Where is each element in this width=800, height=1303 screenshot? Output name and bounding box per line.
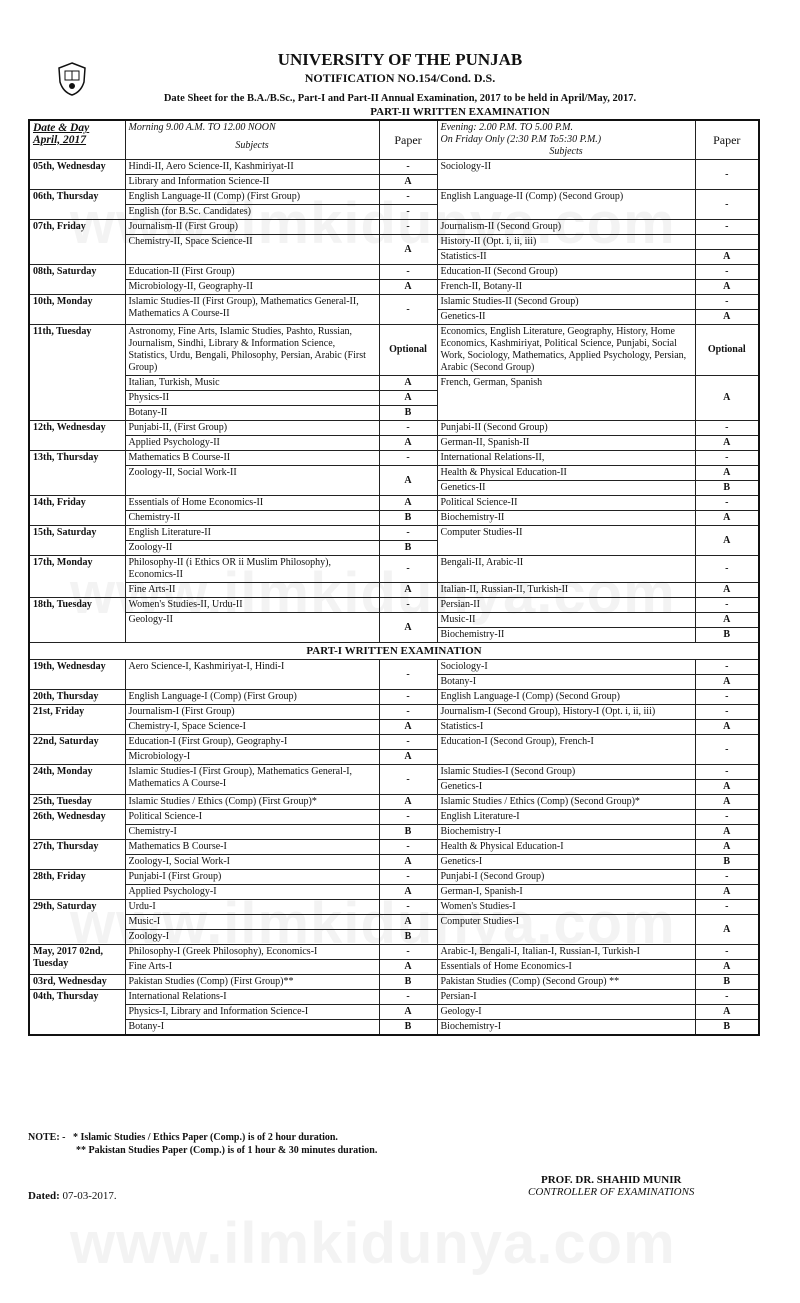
evening-paper: - <box>695 765 759 780</box>
evening-subject: French-II, Botany-II <box>437 280 695 295</box>
morning-paper: - <box>379 220 437 235</box>
evening-subject: Statistics-I <box>437 720 695 735</box>
evening-subject: English Literature-I <box>437 810 695 825</box>
morning-subject: Islamic Studies-II (First Group), Mathematics General-II, Mathematics A Course-II <box>125 295 379 325</box>
evening-subject: Sociology-II <box>437 160 695 190</box>
morning-paper: A <box>379 235 437 265</box>
evening-paper: A <box>695 613 759 628</box>
morning-subject: Mathematics B Course-II <box>125 451 379 466</box>
morning-subject: Chemistry-I, Space Science-I <box>125 720 379 735</box>
morning-subject: International Relations-I <box>125 990 379 1005</box>
note-label: NOTE: - <box>28 1132 66 1143</box>
morning-paper: B <box>379 406 437 421</box>
table-row <box>29 990 759 1005</box>
evening-paper: - <box>695 990 759 1005</box>
table-row <box>29 840 759 855</box>
evening-paper: B <box>695 481 759 496</box>
evening-paper: - <box>695 160 759 190</box>
evening-paper: - <box>695 556 759 583</box>
signatory-title: CONTROLLER OF EXAMINATIONS <box>528 1186 695 1198</box>
morning-paper: A <box>379 855 437 870</box>
table-row <box>29 720 759 735</box>
morning-paper: - <box>379 690 437 705</box>
evening-paper: - <box>695 496 759 511</box>
exam-date: 08th, Saturday <box>29 265 125 295</box>
evening-paper: - <box>695 598 759 613</box>
morning-paper: A <box>379 1005 437 1020</box>
morning-subject: Physics-II <box>125 391 379 406</box>
table-header-row <box>29 120 759 160</box>
evening-subject: Genetics-II <box>437 481 695 496</box>
morning-paper: - <box>379 945 437 960</box>
exam-date: 28th, Friday <box>29 870 125 900</box>
morning-paper: - <box>379 295 437 325</box>
table-row <box>29 235 759 250</box>
table-row <box>29 496 759 511</box>
morning-paper: A <box>379 583 437 598</box>
morning-subject: Education-I (First Group), Geography-I <box>125 735 379 750</box>
morning-subject: Education-II (First Group) <box>125 265 379 280</box>
evening-time: Evening: 2.00 P.M. TO 5.00 P.M. <box>440 122 573 133</box>
morning-subject: Chemistry-II <box>125 511 379 526</box>
evening-subject: Arabic-I, Bengali-I, Italian-I, Russian-I, Turkish-I <box>437 945 695 960</box>
evening-subject: Essentials of Home Economics-I <box>437 960 695 975</box>
evening-paper: - <box>695 900 759 915</box>
evening-paper: B <box>695 1020 759 1036</box>
exam-date: 11th, Tuesday <box>29 325 125 421</box>
evening-paper: - <box>695 735 759 765</box>
evening-paper: B <box>695 628 759 643</box>
evening-paper: - <box>695 265 759 280</box>
evening-subjects-label: Subjects <box>549 146 583 157</box>
table-row <box>29 598 759 613</box>
table-row <box>29 660 759 675</box>
morning-subject: Astronomy, Fine Arts, Islamic Studies, Pashto, Russian, Journalism, Sindhi, Library & Information Science, Statistics, Urdu, Bengali, Philosophy, Persian, Arabic (First Group) <box>125 325 379 376</box>
morning-paper: - <box>379 265 437 280</box>
exam-date: 03rd, Wednesday <box>29 975 125 990</box>
month-label: April, 2017 <box>33 134 87 146</box>
table-row <box>29 325 759 376</box>
morning-paper: Optional <box>379 325 437 376</box>
morning-paper: - <box>379 990 437 1005</box>
table-row <box>29 613 759 628</box>
evening-subject: Health & Physical Education-II <box>437 466 695 481</box>
morning-subject: Italian, Turkish, Music <box>125 376 379 391</box>
table-row <box>29 160 759 175</box>
morning-subject: Islamic Studies / Ethics (Comp) (First Group)* <box>125 795 379 810</box>
morning-subject: Punjabi-I (First Group) <box>125 870 379 885</box>
table-row <box>29 1020 759 1036</box>
morning-paper: A <box>379 466 437 496</box>
morning-paper: A <box>379 391 437 406</box>
morning-subject: Philosophy-II (i Ethics OR ii Muslim Philosophy), Economics-II <box>125 556 379 583</box>
table-row <box>29 220 759 235</box>
table-row <box>29 870 759 885</box>
evening-subject: Education-II (Second Group) <box>437 265 695 280</box>
dated-value: 07-03-2017. <box>62 1190 117 1202</box>
table-row <box>29 810 759 825</box>
morning-time: Morning 9.00 A.M. TO 12.00 NOON <box>128 122 276 133</box>
morning-subject: Political Science-I <box>125 810 379 825</box>
paper-header: Paper <box>695 120 759 160</box>
dated-line <box>28 1190 117 1202</box>
morning-paper: B <box>379 1020 437 1036</box>
evening-subject: Genetics-II <box>437 310 695 325</box>
morning-paper: A <box>379 795 437 810</box>
morning-paper: - <box>379 598 437 613</box>
date-sheet-table <box>28 119 760 1036</box>
exam-date: 24th, Monday <box>29 765 125 795</box>
morning-subject: Music-I <box>125 915 379 930</box>
evening-subject: Bengali-II, Arabic-II <box>437 556 695 583</box>
evening-paper: A <box>695 583 759 598</box>
evening-paper: Optional <box>695 325 759 376</box>
evening-subject: Music-II <box>437 613 695 628</box>
evening-subject: Geology-I <box>437 1005 695 1020</box>
morning-subject: Zoology-I <box>125 930 379 945</box>
morning-paper: B <box>379 930 437 945</box>
morning-subject: English (for B.Sc. Candidates) <box>125 205 379 220</box>
table-row <box>29 915 759 930</box>
table-row <box>29 436 759 451</box>
morning-paper: A <box>379 885 437 900</box>
morning-subject: Women's Studies-II, Urdu-II <box>125 598 379 613</box>
exam-date: 17th, Monday <box>29 556 125 598</box>
table-row <box>29 795 759 810</box>
table-row <box>29 885 759 900</box>
evening-paper: - <box>695 810 759 825</box>
morning-paper: - <box>379 870 437 885</box>
evening-subject: Punjabi-II (Second Group) <box>437 421 695 436</box>
evening-paper: A <box>695 466 759 481</box>
exam-date: May, 2017 02nd, Tuesday <box>29 945 125 975</box>
morning-subject: Philosophy-I (Greek Philosophy), Economics-I <box>125 945 379 960</box>
evening-paper: - <box>695 945 759 960</box>
morning-paper: - <box>379 556 437 583</box>
evening-subject: Biochemistry-I <box>437 1020 695 1036</box>
morning-subject: Zoology-II, Social Work-II <box>125 466 379 496</box>
morning-paper: B <box>379 541 437 556</box>
evening-subject: German-I, Spanish-I <box>437 885 695 900</box>
evening-subject: Islamic Studies-I (Second Group) <box>437 765 695 780</box>
evening-paper: A <box>695 885 759 900</box>
evening-paper: A <box>695 915 759 945</box>
evening-subject: Computer Studies-II <box>437 526 695 556</box>
morning-paper: A <box>379 436 437 451</box>
signatory-name: PROF. DR. SHAHID MUNIR <box>540 1174 682 1186</box>
table-row <box>29 265 759 280</box>
part2-title: PART-II WRITTEN EXAMINATION <box>370 106 550 118</box>
evening-subject: Women's Studies-I <box>437 900 695 915</box>
morning-paper: - <box>379 810 437 825</box>
morning-subject: Applied Psychology-I <box>125 885 379 900</box>
evening-subject: Biochemistry-I <box>437 825 695 840</box>
exam-date: 12th, Wednesday <box>29 421 125 451</box>
evening-subject: Islamic Studies-II (Second Group) <box>437 295 695 310</box>
evening-paper: A <box>695 250 759 265</box>
morning-subject: Zoology-II <box>125 541 379 556</box>
table-row <box>29 945 759 960</box>
evening-paper: B <box>695 855 759 870</box>
table-row <box>29 421 759 436</box>
morning-paper: B <box>379 511 437 526</box>
exam-date: 26th, Wednesday <box>29 810 125 840</box>
morning-paper: A <box>379 613 437 643</box>
date-day-label: Date & Day <box>33 122 90 134</box>
table-row <box>29 825 759 840</box>
table-row <box>29 526 759 541</box>
exam-date: 19th, Wednesday <box>29 660 125 690</box>
exam-date: 05th, Wednesday <box>29 160 125 190</box>
morning-paper: - <box>379 660 437 690</box>
morning-subject: Fine Arts-II <box>125 583 379 598</box>
evening-paper: A <box>695 795 759 810</box>
morning-paper: - <box>379 526 437 541</box>
evening-paper: A <box>695 675 759 690</box>
evening-subject: English Language-II (Comp) (Second Group) <box>437 190 695 220</box>
table-row <box>29 690 759 705</box>
morning-subject: Essentials of Home Economics-II <box>125 496 379 511</box>
evening-subject: Education-I (Second Group), French-I <box>437 735 695 765</box>
morning-paper: - <box>379 160 437 175</box>
evening-subject: History-II (Opt. i, ii, iii) <box>437 235 695 250</box>
section-row <box>29 643 759 660</box>
evening-paper: A <box>695 960 759 975</box>
evening-paper: A <box>695 825 759 840</box>
evening-subject: International Relations-II, <box>437 451 695 466</box>
evening-paper <box>695 235 759 250</box>
evening-paper: A <box>695 840 759 855</box>
morning-subject: Pakistan Studies (Comp) (First Group)** <box>125 975 379 990</box>
morning-paper: - <box>379 840 437 855</box>
table-row <box>29 705 759 720</box>
table-row <box>29 451 759 466</box>
evening-paper: A <box>695 780 759 795</box>
notification-number: NOTIFICATION NO.154/Cond. D.S. <box>304 71 496 85</box>
morning-subject: Journalism-I (First Group) <box>125 705 379 720</box>
morning-subject: Physics-I, Library and Information Science-I <box>125 1005 379 1020</box>
exam-date: 07th, Friday <box>29 220 125 265</box>
morning-subject: Geology-II <box>125 613 379 643</box>
morning-subject: Fine Arts-I <box>125 960 379 975</box>
table-row <box>29 960 759 975</box>
evening-paper: A <box>695 280 759 295</box>
exam-date: 13th, Thursday <box>29 451 125 496</box>
evening-paper: A <box>695 720 759 735</box>
evening-subject: Political Science-II <box>437 496 695 511</box>
table-row <box>29 466 759 481</box>
morning-subject: Microbiology-I <box>125 750 379 765</box>
exam-date: 29th, Saturday <box>29 900 125 945</box>
evening-subject: Statistics-II <box>437 250 695 265</box>
exam-date: 14th, Friday <box>29 496 125 526</box>
morning-subject: Library and Information Science-II <box>125 175 379 190</box>
morning-subject: Botany-II <box>125 406 379 421</box>
morning-subjects-label: Subjects <box>235 140 269 151</box>
exam-date: 27th, Thursday <box>29 840 125 870</box>
morning-paper: - <box>379 451 437 466</box>
evening-subject: Islamic Studies / Ethics (Comp) (Second Group)* <box>437 795 695 810</box>
note-1: * Islamic Studies / Ethics Paper (Comp.) is of 2 hour duration. <box>73 1132 338 1143</box>
morning-paper: A <box>379 496 437 511</box>
morning-paper: A <box>379 960 437 975</box>
morning-paper: A <box>379 376 437 391</box>
evening-paper: A <box>695 511 759 526</box>
exam-date: 20th, Thursday <box>29 690 125 705</box>
table-row <box>29 735 759 750</box>
part1-title: PART-I WRITTEN EXAMINATION <box>29 643 759 660</box>
evening-paper: - <box>695 190 759 220</box>
table-row <box>29 1005 759 1020</box>
morning-subject: Botany-I <box>125 1020 379 1036</box>
exam-date: 22nd, Saturday <box>29 735 125 765</box>
evening-subject: Punjabi-I (Second Group) <box>437 870 695 885</box>
exam-date: 25th, Tuesday <box>29 795 125 810</box>
evening-subject: Biochemistry-II <box>437 511 695 526</box>
morning-paper: A <box>379 915 437 930</box>
evening-paper: A <box>695 526 759 556</box>
evening-subject: French, German, Spanish <box>437 376 695 421</box>
morning-subject: Microbiology-II, Geography-II <box>125 280 379 295</box>
table-row <box>29 975 759 990</box>
evening-paper: B <box>695 975 759 990</box>
morning-subject: Punjabi-II, (First Group) <box>125 421 379 436</box>
morning-subject: Chemistry-I <box>125 825 379 840</box>
evening-subject: Biochemistry-II <box>437 628 695 643</box>
evening-paper: - <box>695 295 759 310</box>
exam-date: 10th, Monday <box>29 295 125 325</box>
morning-paper: B <box>379 825 437 840</box>
evening-paper: A <box>695 310 759 325</box>
table-row <box>29 295 759 310</box>
morning-paper: B <box>379 975 437 990</box>
evening-subject: Italian-II, Russian-II, Turkish-II <box>437 583 695 598</box>
morning-paper: - <box>379 205 437 220</box>
evening-header <box>437 120 695 160</box>
evening-subject: Journalism-I (Second Group), History-I (Opt. i, ii, iii) <box>437 705 695 720</box>
date-sheet-title: Date Sheet for the B.A./B.Sc., Part-I and Part-II Annual Examination, 2017 to be held in April/May, 2017. <box>163 93 637 104</box>
morning-subject: English Literature-II <box>125 526 379 541</box>
evening-subject: Economics, English Literature, Geography, History, Home Economics, Kashmiriyat, Political Science, Punjabi, Social Work, Sociology, Mathematics, Applied Psychology, Persian, Arabic (Second Group) <box>437 325 695 376</box>
morning-subject: Applied Psychology-II <box>125 436 379 451</box>
exam-date: 04th, Thursday <box>29 990 125 1036</box>
evening-paper: A <box>695 1005 759 1020</box>
evening-subject: Genetics-I <box>437 780 695 795</box>
table-row <box>29 280 759 295</box>
morning-subject: Journalism-II (First Group) <box>125 220 379 235</box>
evening-subject: German-II, Spanish-II <box>437 436 695 451</box>
evening-paper: A <box>695 376 759 421</box>
table-row <box>29 190 759 205</box>
morning-paper: - <box>379 421 437 436</box>
evening-subject: Journalism-II (Second Group) <box>437 220 695 235</box>
evening-paper: - <box>695 660 759 675</box>
morning-paper: - <box>379 900 437 915</box>
exam-date: 06th, Thursday <box>29 190 125 220</box>
paper-header: Paper <box>379 120 437 160</box>
morning-subject: Hindi-II, Aero Science-II, Kashmiriyat-II <box>125 160 379 175</box>
morning-subject: Zoology-I, Social Work-I <box>125 855 379 870</box>
morning-paper: - <box>379 190 437 205</box>
exam-date: 15th, Saturday <box>29 526 125 556</box>
evening-friday-time: On Friday Only (2:30 P.M To5:30 P.M.) <box>440 134 602 145</box>
morning-paper: A <box>379 280 437 295</box>
university-title: UNIVERSITY OF THE PUNJAB <box>277 50 523 69</box>
morning-subject: English Language-II (Comp) (First Group) <box>125 190 379 205</box>
table-row <box>29 511 759 526</box>
evening-subject: Computer Studies-I <box>437 915 695 945</box>
evening-paper: - <box>695 220 759 235</box>
morning-subject: Islamic Studies-I (First Group), Mathematics General-I, Mathematics A Course-I <box>125 765 379 795</box>
morning-subject: Chemistry-II, Space Science-II <box>125 235 379 265</box>
evening-subject: Genetics-I <box>437 855 695 870</box>
watermark-text <box>70 1210 676 1277</box>
morning-header <box>125 120 379 160</box>
exam-date: 21st, Friday <box>29 705 125 735</box>
evening-paper: - <box>695 690 759 705</box>
morning-paper: - <box>379 765 437 795</box>
exam-date: 18th, Tuesday <box>29 598 125 643</box>
dated-label: Dated: <box>28 1190 60 1202</box>
evening-paper: - <box>695 870 759 885</box>
morning-paper: - <box>379 735 437 750</box>
evening-subject: Pakistan Studies (Comp) (Second Group) ** <box>437 975 695 990</box>
signature-block <box>528 1174 694 1198</box>
table-row <box>29 765 759 780</box>
morning-subject: Mathematics B Course-I <box>125 840 379 855</box>
evening-subject: Health & Physical Education-I <box>437 840 695 855</box>
date-day-header <box>29 120 125 160</box>
evening-subject: Sociology-I <box>437 660 695 675</box>
table-row <box>29 900 759 915</box>
evening-paper: - <box>695 451 759 466</box>
table-row <box>29 583 759 598</box>
morning-subject: Aero Science-I, Kashmiriyat-I, Hindi-I <box>125 660 379 690</box>
notes <box>28 1132 377 1158</box>
evening-paper: A <box>695 436 759 451</box>
morning-paper: A <box>379 175 437 190</box>
evening-paper: - <box>695 421 759 436</box>
morning-subject: Urdu-I <box>125 900 379 915</box>
table-row <box>29 376 759 391</box>
evening-subject: Botany-I <box>437 675 695 690</box>
evening-subject: Persian-II <box>437 598 695 613</box>
table-row <box>29 855 759 870</box>
morning-paper: A <box>379 720 437 735</box>
evening-paper: - <box>695 705 759 720</box>
note-2: ** Pakistan Studies Paper (Comp.) is of 1 hour & 30 minutes duration. <box>76 1145 378 1156</box>
evening-subject: Persian-I <box>437 990 695 1005</box>
morning-subject: English Language-I (Comp) (First Group) <box>125 690 379 705</box>
morning-paper: A <box>379 750 437 765</box>
morning-paper: - <box>379 705 437 720</box>
evening-subject: English Language-I (Comp) (Second Group) <box>437 690 695 705</box>
table-row <box>29 556 759 583</box>
